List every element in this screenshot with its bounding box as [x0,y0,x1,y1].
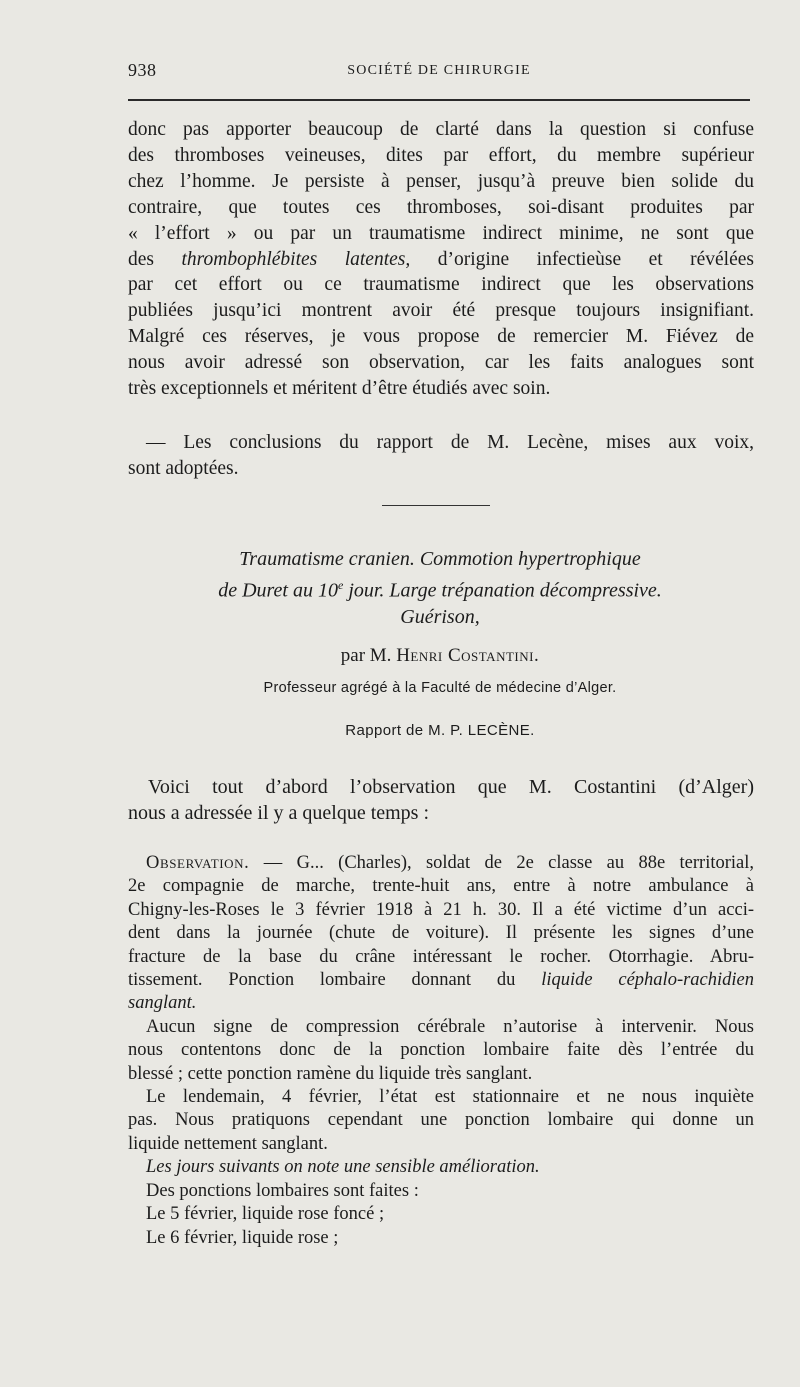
author-name: Henri Costantini. [396,645,540,666]
text-line: donc pas apporter beaucoup de clarté dans la question si confuse [128,119,754,140]
byline-prefix: par M. [340,645,392,666]
text-line: contraire, que toutes ces thromboses, soi-disant produites par [128,196,754,218]
text-fragment: d’origine infectieùse et révélées [437,248,754,270]
text-line: blessé ; cette ponction ramène du liquide très sanglant. [128,1063,533,1084]
text-line: nous a adressée il y a quelque temps : [128,802,430,824]
superscript: e [337,578,344,592]
text-line: « l’effort » ou par un traumatisme indirect minime, ne sont que [128,222,754,244]
intro-paragraph [128,117,754,402]
text-line: très exceptionnels et méritent d’être étudiés avec soin. [128,378,551,400]
report-attribution: Rapport de M. P. LECÈNE. [345,722,535,739]
text-line: Chigny-les-Roses le 3 février 1918 à 21 h. 30. Il a été victime d’un acci- [128,899,754,920]
report-intro-paragraph [128,774,754,826]
text-line-mixed [128,969,754,992]
text-line: Le 6 février, liquide rose ; [146,1227,339,1248]
text-line: sont adoptées. [128,457,239,479]
text-line: Malgré ces réserves, je vous propose de remercier M. Fiévez de [128,326,754,348]
running-title: SOCIÉTÉ DE CHIRURGIE [347,63,531,78]
text-line: Aucun signe de compression cérébrale n’autorise à intervenir. Nous [146,1016,754,1037]
title-fragment: de Duret au 10 [218,579,338,602]
text-line: chez l’homme. Je persiste à penser, jusqu’à preuve bien solide du [128,170,754,192]
title-line: Guérison, [400,605,480,628]
text-line: des thromboses veineuses, dites par effort, du membre supérieur [128,144,754,166]
text-line: nous avoir adressé son observation, car les faits analogues sont [128,352,754,374]
italic-term: liquide céphalo-rachidien [541,970,755,991]
text-fragment: des [128,248,154,270]
header-rule [128,99,750,101]
italic-term: sanglant. [128,993,197,1014]
text-line: pas. Nous pratiquons cependant une ponction lombaire qui donne un [128,1110,754,1131]
article-title [140,546,740,630]
title-fragment: jour. Large trépanation décompressive. [343,579,662,602]
author-affiliation: Professeur agrégé à la Faculté de médecine d’Alger. [263,680,617,696]
text-line: par cet effort ou ce traumatisme indirect que les observations [128,274,754,296]
text-line: 2e compagnie de marche, trente-huit ans, entre à notre ambulance à [128,876,754,897]
text-line: dent dans la journée (chute de voiture). Il présente les signes d’une [128,923,754,944]
section-divider [382,505,490,506]
text-line: Des ponctions lombaires sont faites : [146,1180,419,1201]
italic-term: thrombophlébites latentes, [181,248,411,270]
text-line: — Les conclusions du rapport de M. Lecène, mises aux voix, [146,432,754,453]
page-number: 938 [128,60,157,80]
observation-section [128,852,754,1250]
text-fragment: — G... (Charles), soldat de 2e classe au 88e territorial, [263,853,754,873]
text-fragment: tissement. Ponction lombaire donnant du [128,970,516,991]
text-line: nous contentons donc de la ponction lombaire faite dès l’entrée du [128,1040,754,1061]
title-line [140,572,740,604]
text-line: Le 5 février, liquide rose foncé ; [146,1204,385,1225]
italic-line: Les jours suivants on note une sensible amélioration. [146,1157,540,1178]
text-line-mixed [128,247,754,273]
text-line: liquide nettement sanglant. [128,1133,328,1154]
text-line: Le lendemain, 4 février, l’état est stationnaire et ne nous inquiète [146,1087,754,1108]
text-line: fracture de la base du crâne intéressant le rocher. Otorrhagie. Abru- [128,946,754,967]
author-byline [140,645,740,667]
observation-first-line [128,852,754,875]
text-line: Voici tout d’abord l’observation que M. Costantini (d’Alger) [148,776,754,798]
title-line: Traumatisme cranien. Commotion hypertrophique [239,548,641,570]
observation-label: Observation. [146,853,250,873]
conclusion-paragraph [128,430,754,482]
text-line: publiées jusqu’ici montrent avoir été presque toujours insignifiant. [128,300,754,322]
page-header [128,60,750,86]
